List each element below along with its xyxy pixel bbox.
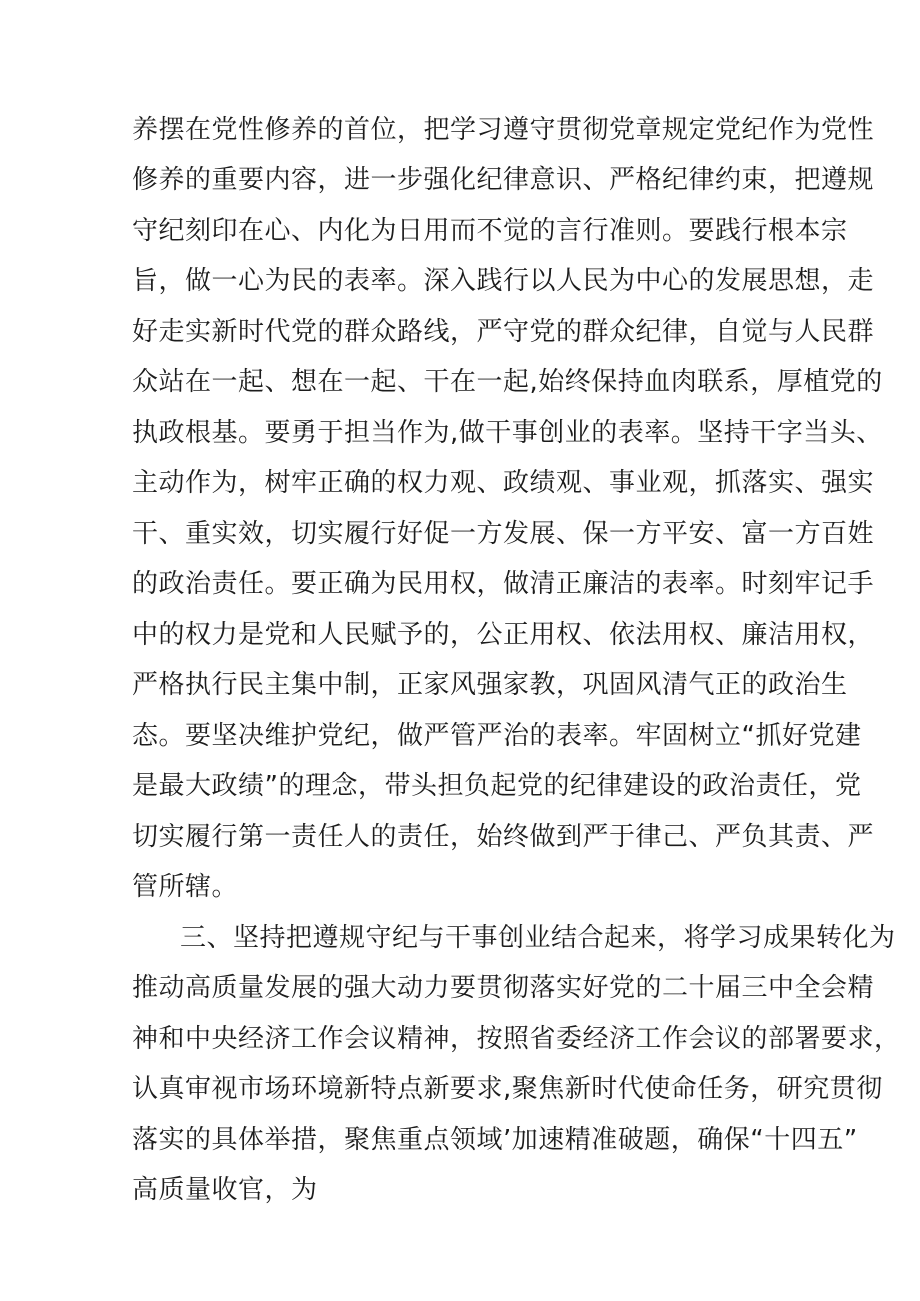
text-line: 管所辖。 (132, 872, 239, 902)
text-line: 好走实新时代党的群众路线，严守党的群众纪律，自觉与人民群 (132, 317, 875, 347)
text-line: 中的权力是党和人民赋予的，公正用权、依法用权、廉洁用权， (132, 620, 875, 650)
text-line: 众站在一起、想在一起、干在一起,始终保持血肉联系，厚植党的 (132, 367, 883, 397)
text-line: 的政治责任。要正确为民用权，做清正廉洁的表率。时刻牢记手 (132, 569, 875, 599)
text-line: 修养的重要内容，进一步强化纪律意识、严格纪律约束，把遵规 (132, 165, 875, 195)
section-heading-line: 三、坚持把遵规守纪与干事创业结合起来，将学习成果转化为 (180, 923, 896, 953)
text-line: 认真审视市场环境新特点新要求,聚焦新时代使命任务，研究贯彻 (132, 1074, 883, 1104)
text-line: 养摆在党性修养的首位，把学习遵守贯彻党章规定党纪作为党性 (132, 115, 875, 145)
text-line: 神和中央经济工作会议精神，按照省委经济工作会议的部署要求， (132, 1024, 901, 1054)
text-line: 干、重实效，切实履行好促一方发展、保一方平安、富一方百姓 (132, 519, 875, 549)
text-line: 守纪刻印在心、内化为日用而不觉的言行准则。要践行根本宗 (132, 216, 848, 246)
text-line: 旨，做一心为民的表率。深入践行以人民为中心的发展思想，走 (132, 266, 875, 296)
text-line: 严格执行民主集中制，正家风强家教，巩固风清气正的政治生 (132, 670, 848, 700)
text-line: 落实的具体举措，聚焦重点领域’加速精准破题，确保“十四五” (132, 1125, 858, 1155)
text-line: 主动作为，树牢正确的权力观、政绩观、事业观，抓落实、强实 (132, 468, 875, 498)
text-line: 切实履行第一责任人的责任，始终做到严于律己、严负其责、严 (132, 822, 875, 852)
text-line: 推动高质量发展的强大动力要贯彻落实好党的二十届三中全会精 (132, 973, 875, 1003)
text-line: 执政根基。要勇于担当作为,做干事创业的表率。坚持干字当头、 (132, 418, 883, 448)
text-line: 高质量收官，为 (132, 1175, 318, 1205)
text-line: 态。要坚决维护党纪，做严管严治的表率。牢固树立“抓好党建 (132, 721, 862, 751)
text-line: 是最大政绩”的理念，带头担负起党的纪律建设的政治责任，党 (132, 771, 862, 801)
